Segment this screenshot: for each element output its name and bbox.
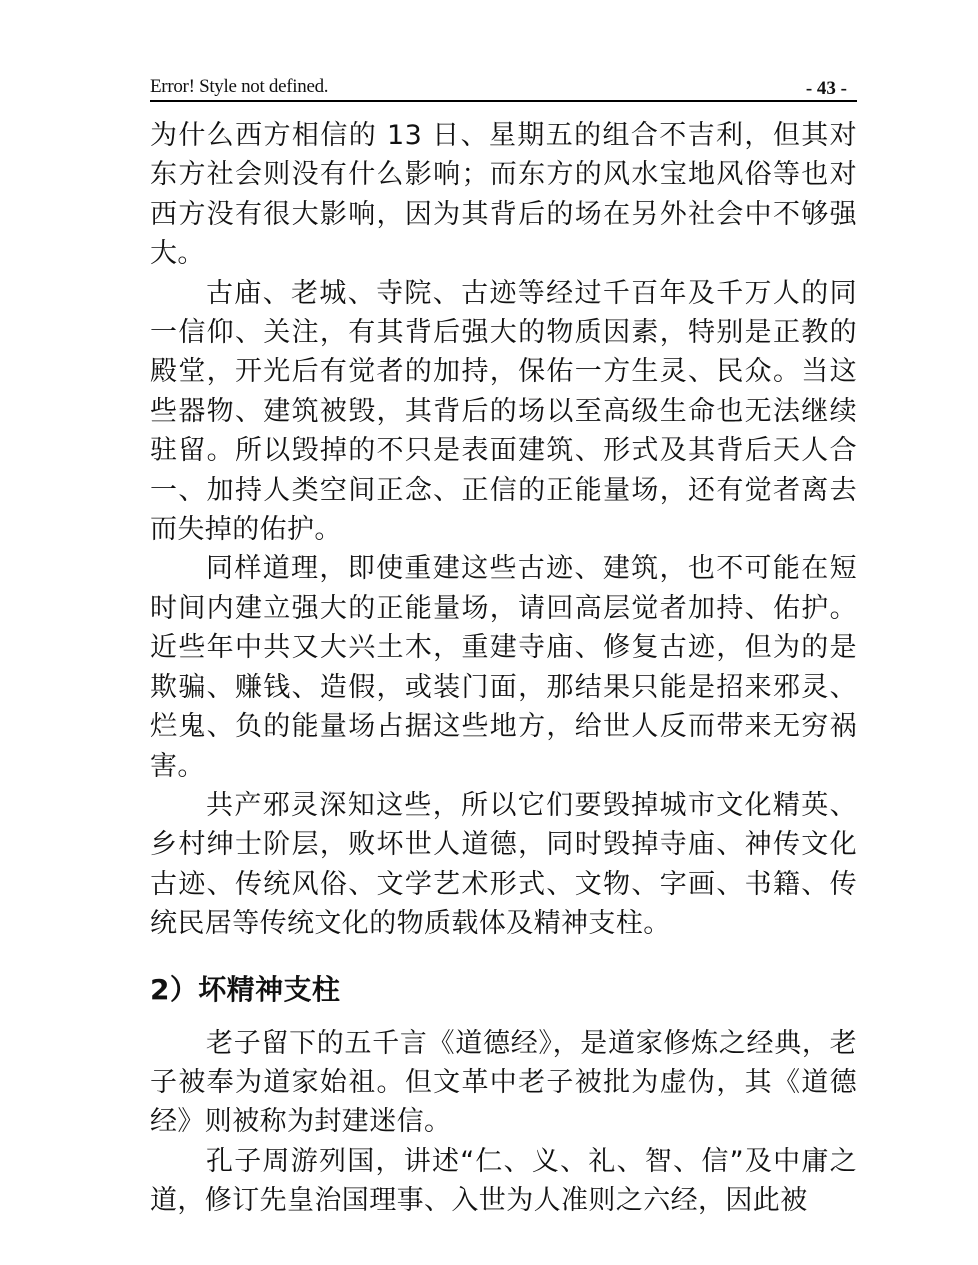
paragraph-2: 古庙、老城、寺院、古迹等经过千百年及千万人的同一信仰、关注，有其背后强大的物质因素，特别是正教的殿堂，开光后有觉者的加持，保佑一方生灵、民众。当这些器物、建筑被毁，其背后的场以至高级生命也无法继续驻留。所以毁掉的不只是表面建筑、形式及其背后天人合一、加持人类空间正念、正信的正能量场，还有觉者离去而失掉的佑护。 [150,277,857,546]
section-heading: 2）坏精神支柱 [150,972,341,1006]
page-number: - 43 - [805,78,847,99]
page-body [150,116,857,1221]
running-title: Error! Style not defined. [150,76,329,97]
paragraph-4: 共产邪灵深知这些，所以它们要毁掉城市文化精英、乡村绅士阶层，败坏世人道德，同时毁掉寺庙、神传文化古迹、传统风俗、文学艺术形式、文物、字画、书籍、传统民居等传统文化的物质载体及精神支柱。 [150,789,857,940]
paragraph-5: 老子留下的五千言《道德经》，是道家修炼之经典，老子被奉为道家始祖。但文革中老子被批为虚伪，其《道德经》则被称为封建迷信。 [150,1027,857,1138]
paragraph-6: 孔子周游列国，讲述“仁、义、礼、智、信”及中庸之道，修订先皇治国理事、入世为人准则之六经，因此被 [150,1145,857,1217]
paragraph-1: 为什么西方相信的 13 日、星期五的组合不吉利，但其对东方社会则没有什么影响；而东方的风水宝地风俗等也对西方没有很大影响，因为其背后的场在另外社会中不够强大。 [150,120,857,270]
paragraph-3: 同样道理，即使重建这些古迹、建筑，也不可能在短时间内建立强大的正能量场，请回高层觉者加持、佑护。近些年中共又大兴土木，重建寺庙、修复古迹，但为的是欺骗、赚钱、造假，或装门面，那结果只能是招来邪灵、烂鬼、负的能量场占据这些地方，给世人反而带来无穷祸害。 [150,553,857,782]
running-header [150,70,857,102]
